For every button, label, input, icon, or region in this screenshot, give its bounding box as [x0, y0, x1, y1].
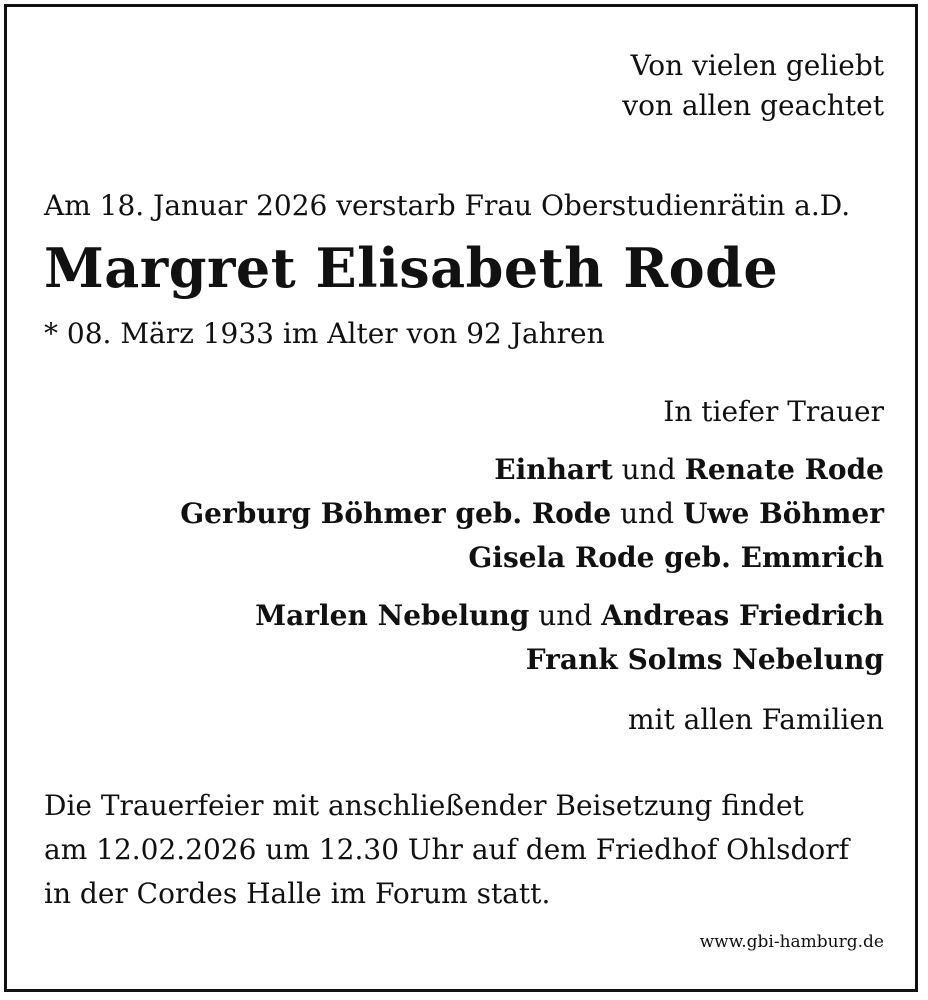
ceremony-line-3: in der Cordes Halle im Forum statt.: [44, 877, 551, 910]
mourning-line: In tiefer Trauer: [663, 395, 884, 428]
death-announcement: Am 18. Januar 2026 verstarb Frau Oberstudienrätin a.D.: [44, 189, 851, 222]
motto-line-2: von allen geachtet: [622, 89, 884, 122]
conjunction: und: [538, 599, 593, 632]
mourner-line-4: [255, 596, 884, 636]
mourner-name: Renate Rode: [684, 453, 884, 486]
mourner-name: Einhart: [494, 453, 613, 486]
birth-age-line: * 08. März 1933 im Alter von 92 Jahren: [44, 317, 605, 350]
mourner-line-3: Gisela Rode geb. Emmrich: [468, 541, 884, 574]
mourner-name: Andreas Friedrich: [601, 599, 884, 632]
mourner-line-2: [180, 494, 884, 534]
mourner-line-1: [494, 450, 884, 490]
mourner-line-5: Frank Solms Nebelung: [525, 643, 884, 676]
ceremony-line-2: am 12.02.2026 um 12.30 Uhr auf dem Friedhof Ohlsdorf: [44, 833, 850, 866]
families-line: mit allen Familien: [627, 703, 884, 736]
conjunction: und: [621, 453, 676, 486]
mourner-name: Uwe Böhmer: [683, 497, 884, 530]
mourner-name: Gerburg Böhmer geb. Rode: [180, 497, 612, 530]
deceased-name: Margret Elisabeth Rode: [44, 236, 779, 300]
website-link[interactable]: www.gbi-hamburg.de: [699, 932, 884, 952]
conjunction: und: [620, 497, 675, 530]
ceremony-line-1: Die Trauerfeier mit anschließender Beisetzung findet: [44, 789, 804, 822]
motto-line-1: Von vielen geliebt: [630, 49, 884, 82]
mourner-name: Marlen Nebelung: [255, 599, 530, 632]
